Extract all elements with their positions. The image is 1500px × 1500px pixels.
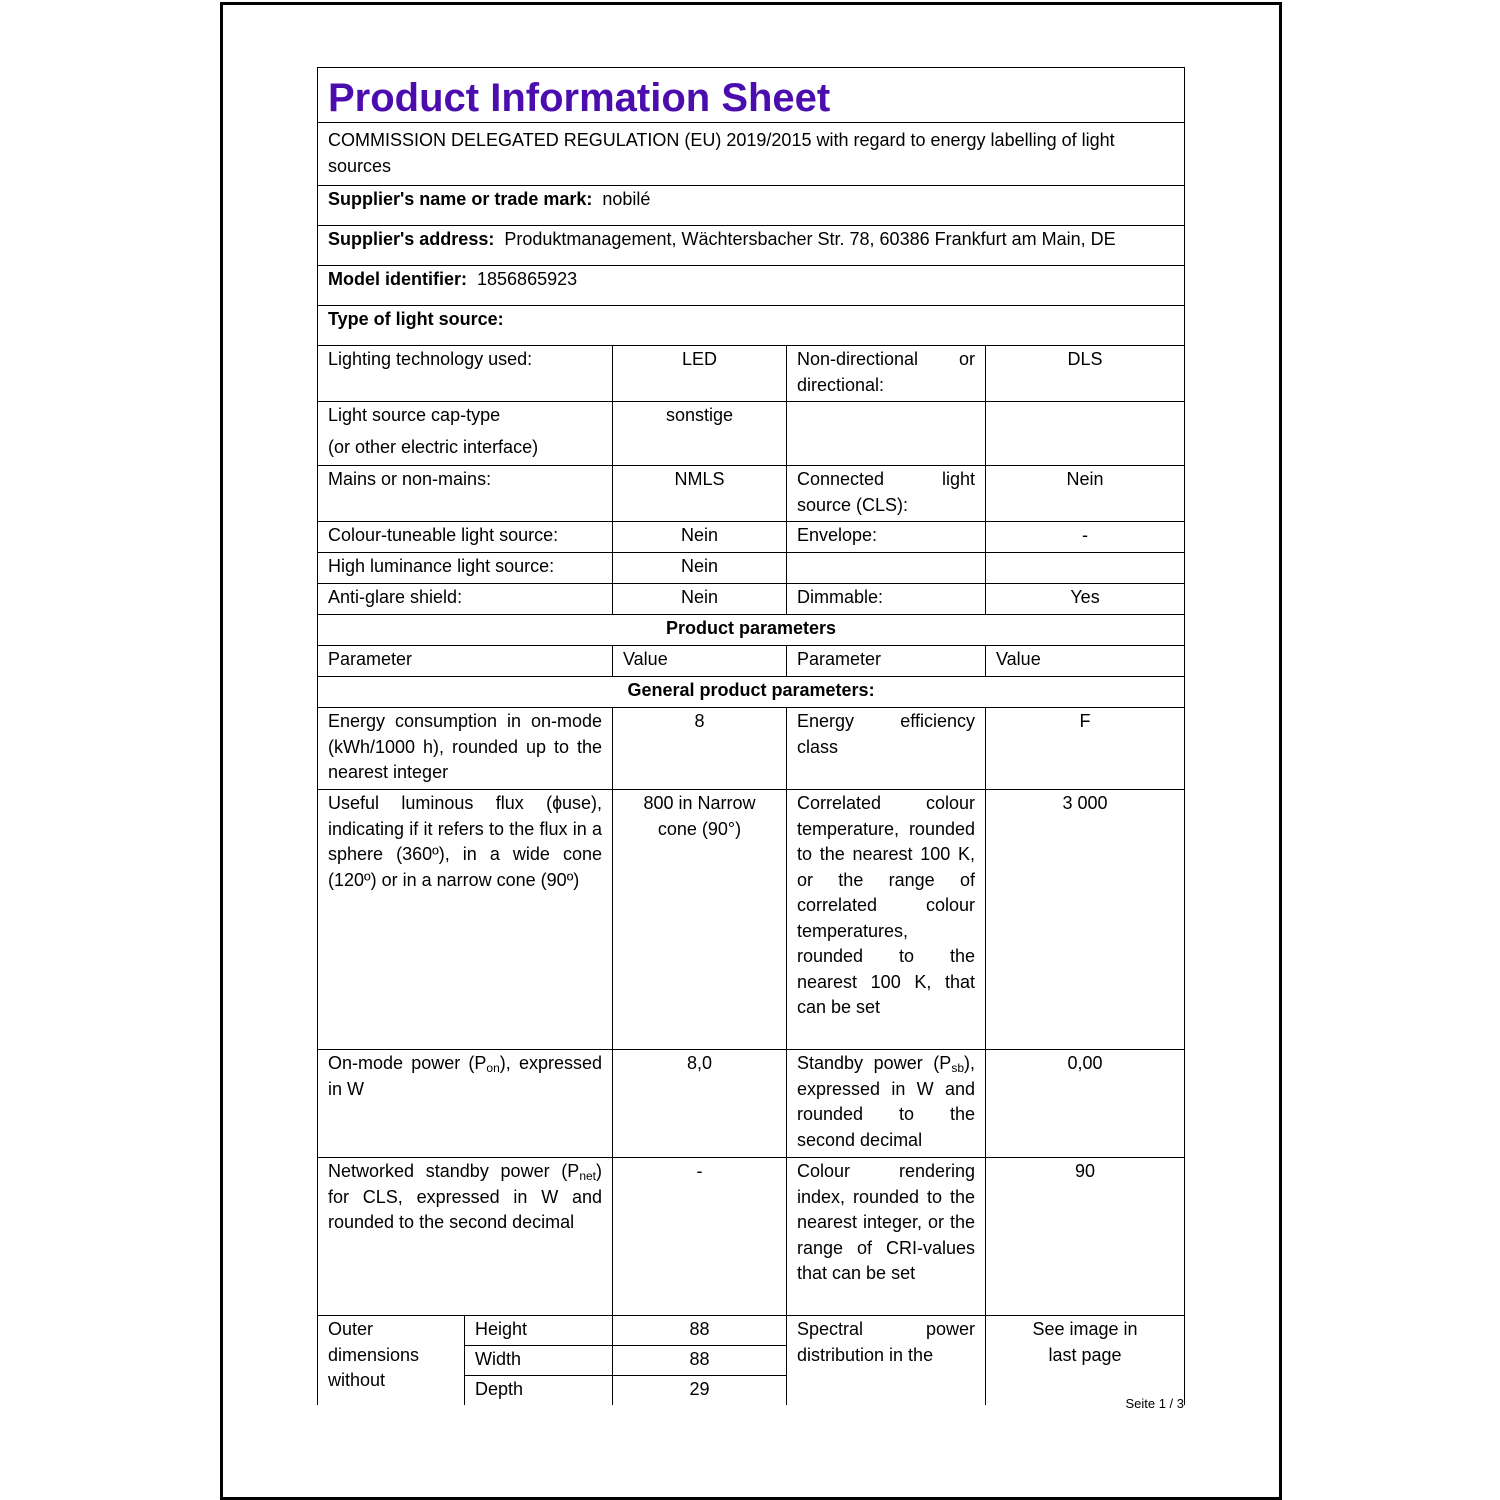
param-header: Value — [986, 646, 1185, 677]
param-label: Useful luminous flux (ɸuse), indicating if it refers to the flux in a sphere (360º), in a wide cone (120º) or in a narrow cone (90º) — [318, 790, 613, 1050]
param-header: Parameter — [318, 646, 613, 677]
general-row — [318, 708, 1185, 790]
param-header: Value — [613, 646, 787, 677]
type-label: Mains or non-mains: — [318, 466, 613, 522]
general-heading: General product parameters: — [318, 677, 1185, 708]
product-info-table — [317, 67, 1185, 1405]
type-label: Envelope: — [787, 522, 986, 553]
subscript: net — [579, 1169, 596, 1183]
param-label — [318, 1050, 613, 1158]
model-identifier-label: Model identifier: — [328, 269, 467, 289]
page-number: Seite 1 / 3 — [1125, 1396, 1184, 1411]
spectral-value: See image in last page — [986, 1316, 1185, 1406]
param-label: Correlated colour temperature, rounded to the nearest 100 K, or the range of correlated colour temperatures, rounded to the nearest 100 K, that can be set — [787, 790, 986, 1050]
dimension-value: 88 — [613, 1316, 787, 1346]
label-text: Standby power (P — [797, 1053, 952, 1073]
label-text: ), expressed in W — [328, 1053, 603, 1099]
param-value: 8 — [613, 708, 787, 790]
general-row — [318, 790, 1185, 1050]
param-value: 90 — [986, 1158, 1185, 1316]
dimensions-label: Outer dimensions without — [318, 1316, 465, 1406]
type-label: Colour-tuneable light source: — [318, 522, 613, 553]
type-row — [318, 553, 1185, 584]
type-heading-row — [318, 306, 1185, 346]
page-title: Product Information Sheet — [318, 68, 1185, 123]
type-value: Nein — [613, 553, 787, 584]
type-value — [986, 553, 1185, 584]
type-row — [318, 522, 1185, 553]
type-value: sonstige — [613, 402, 787, 466]
type-label: Light source cap-type — [328, 405, 501, 425]
type-label: Dimmable: — [787, 584, 986, 615]
spectral-label: Spectral power distribution in the — [787, 1316, 986, 1406]
type-label — [787, 402, 986, 466]
label-text: ) for CLS, expressed in W and rounded to the second decimal — [328, 1161, 602, 1232]
type-value: LED — [613, 346, 787, 402]
type-label — [787, 553, 986, 584]
general-row — [318, 1050, 1185, 1158]
type-value: Nein — [613, 584, 787, 615]
param-value: F — [986, 708, 1185, 790]
param-label: Energy efficiency class — [787, 708, 986, 790]
param-value: 0,00 — [986, 1050, 1185, 1158]
param-label: Energy consumption in on-mode (kWh/1000 h), rounded up to the nearest integer — [318, 708, 613, 790]
supplier-name-row — [318, 186, 1185, 226]
dimension-value: 29 — [613, 1376, 787, 1406]
param-value: 3 000 — [986, 790, 1185, 1050]
param-label — [318, 1158, 613, 1316]
dimension-name: Width — [465, 1346, 613, 1376]
supplier-address-row — [318, 226, 1185, 266]
dimension-row — [318, 1316, 1185, 1346]
supplier-name-value: nobilé — [602, 189, 651, 209]
product-parameters-heading: Product parameters — [318, 615, 1185, 646]
product-parameters-row — [318, 615, 1185, 646]
dimension-name: Depth — [465, 1376, 613, 1406]
param-value: - — [613, 1158, 787, 1316]
param-value: 8,0 — [613, 1050, 787, 1158]
model-identifier-row — [318, 266, 1185, 306]
param-header: Parameter — [787, 646, 986, 677]
general-row — [318, 1158, 1185, 1316]
type-row — [318, 346, 1185, 402]
supplier-address-label: Supplier's address: — [328, 229, 495, 249]
supplier-address-value: Produktmanagement, Wächtersbacher Str. 78, 60386 Frankfurt am Main, DE — [504, 229, 1116, 249]
type-label: Anti-glare shield: — [318, 584, 613, 615]
supplier-name-label: Supplier's name or trade mark: — [328, 189, 593, 209]
type-label: (or other electric interface) — [328, 436, 539, 457]
type-value: DLS — [986, 346, 1185, 402]
subscript: sb — [951, 1061, 964, 1075]
param-label: Colour rendering index, rounded to the nearest integer, or the range of CRI-values that can be set — [787, 1158, 986, 1316]
type-value: Yes — [986, 584, 1185, 615]
type-row — [318, 466, 1185, 522]
regulation-text: COMMISSION DELEGATED REGULATION (EU) 2019/2015 with regard to energy labelling of light sources — [318, 123, 1185, 186]
type-row — [318, 402, 1185, 466]
title-row — [318, 68, 1185, 123]
type-row — [318, 584, 1185, 615]
param-label — [787, 1050, 986, 1158]
dimension-value: 88 — [613, 1346, 787, 1376]
type-label: Connected light source (CLS): — [787, 466, 986, 522]
subscript: on — [486, 1061, 500, 1075]
param-value: 800 in Narrow cone (90°) — [613, 790, 787, 1050]
type-heading: Type of light source: — [318, 306, 1185, 346]
type-value: NMLS — [613, 466, 787, 522]
type-label: Non-directional or directional: — [787, 346, 986, 402]
regulation-row — [318, 123, 1185, 186]
param-header-row — [318, 646, 1185, 677]
label-text: Networked standby power (P — [328, 1161, 580, 1181]
general-heading-row — [318, 677, 1185, 708]
type-value: Nein — [613, 522, 787, 553]
label-text: ), expressed in W and rounded to the second decimal — [797, 1053, 975, 1150]
model-identifier-value: 1856865923 — [477, 269, 578, 289]
type-label: Lighting technology used: — [318, 346, 613, 402]
type-value — [986, 402, 1185, 466]
type-label: High luminance light source: — [318, 553, 613, 584]
type-value: - — [986, 522, 1185, 553]
type-value: Nein — [986, 466, 1185, 522]
dimension-name: Height — [465, 1316, 613, 1346]
label-text: On-mode power (P — [328, 1053, 487, 1073]
